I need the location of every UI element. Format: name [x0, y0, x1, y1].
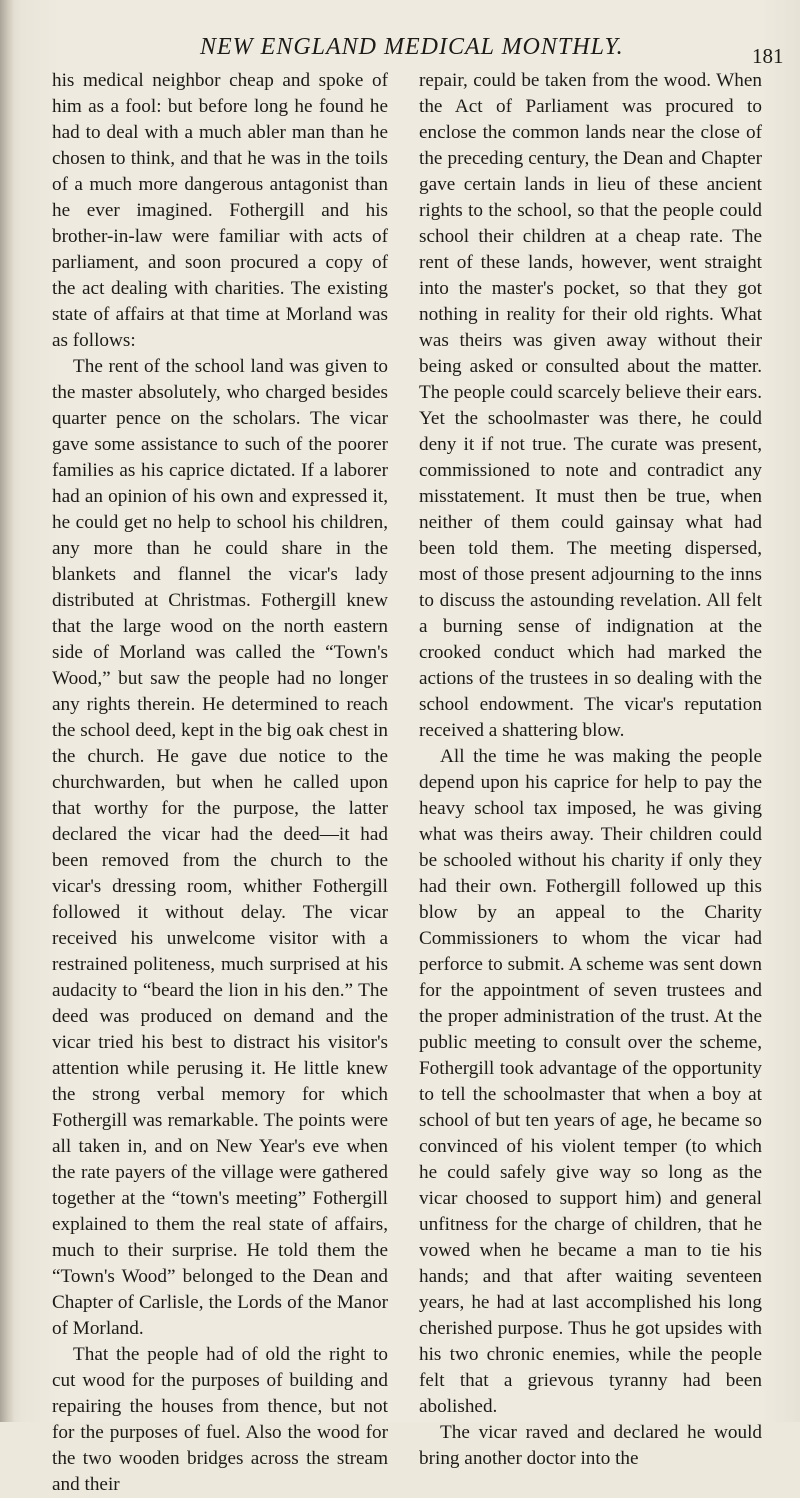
- paragraph: The vicar raved and declared he would bring another doctor into the: [419, 1422, 762, 1469]
- page-number: 181: [752, 44, 784, 68]
- binding-shadow: [0, 0, 14, 1422]
- left-column: [52, 68, 388, 1498]
- right-column: [419, 68, 762, 1472]
- paragraph: All the time he was making the people depend upon his caprice for help to pay the heavy school tax imposed, he was giving what was theirs away. Their children could be schooled without his charity if only they had their own. Fothergill followed up this blow by an appeal to the Charity Commissioners to whom the vicar had perforce to submit. A scheme was sent down for the appointment of seven trustees and the proper administration of the trust. At the public meeting to consult over the scheme, Fothergill took advantage of the opportunity to tell the schoolmaster that when a boy at school of but ten years of age, he became so convinced of his violent temper (to which he could safely give way so long as the vicar choosed to support him) and general unfitness for the charge of children, that he vowed when he became a man to tie his hands; and that after waiting seventeen years, he had at last accomplished his long cherished purpose. Thus he got upsides with his two chronic enemies, while the people felt that a grievous tyranny had been abolished.: [419, 746, 762, 1417]
- running-title: NEW ENGLAND MEDICAL MONTHLY.: [200, 34, 624, 60]
- paragraph: That the people had of old the right to cut wood for the purposes of building and repairing the houses from thence, but not for the purposes of fuel. Also the wood for the two wooden bridges across the stream and their: [52, 1344, 388, 1495]
- paragraph: The rent of the school land was given to the master absolutely, who charged besides quarter pence on the scholars. The vicar gave some assistance to such of the poorer families as his caprice dictated. If a laborer had an opinion of his own and expressed it, he could get no help to school his children, any more than he could share in the blankets and flannel the vicar's lady distributed at Christmas. Fothergill knew that the large wood on the north eastern side of Morland was called the “Town's Wood,” but saw the people had no longer any rights therein. He determined to reach the school deed, kept in the big oak chest in the church. He gave due notice to the churchwarden, but when he called upon that worthy for the purpose, the latter declared the vicar had the deed—it had been removed from the church to the vicar's dressing room, whither Fothergill followed it without delay. The vicar received his unwelcome visitor with a restrained politeness, much surprised at his audacity to “beard the lion in his den.” The deed was produced on demand and the vicar tried his best to distract his visitor's attention while perusing it. He little knew the strong verbal memory for which Fothergill was remarkable. The points were all taken in, and on New Year's eve when the rate payers of the village were gathered together at the “town's meeting” Fothergill explained to them the real state of affairs, much to their surprise. He told them the “Town's Wood” belonged to the Dean and Chapter of Carlisle, the Lords of the Manor of Morland.: [52, 356, 388, 1339]
- paragraph: repair, could be taken from the wood. When the Act of Parliament was procured to enclose the common lands near the close of the preceding century, the Dean and Chapter gave certain lands in lieu of these ancient rights to the school, so that the people could school their children at a cheap rate. The rent of these lands, however, went straight into the master's pocket, so that they got nothing in reality for their old rights. What was theirs was given away without their being asked or consulted about the matter. The people could scarcely believe their ears. Yet the schoolmaster was there, he could deny it if not true. The curate was present, commissioned to note and contradict any misstatement. It must then be true, when neither of them could gainsay what had been told them. The meeting dispersed, most of those present adjourning to the inns to discuss the astounding revelation. All felt a burning sense of indignation at the crooked conduct which had marked the actions of the trustees in so dealing with the school endowment. The vicar's reputation received a shattering blow.: [419, 70, 762, 741]
- paragraph: his medical neighbor cheap and spoke of him as a fool: but before long he found he had to deal with a much abler man than he chosen to think, and that he was in the toils of a much more dangerous antagonist than he ever imagined. Fothergill and his brother-in-law were familiar with acts of parliament, and soon procured a copy of the act dealing with charities. The existing state of affairs at that time at Morland was as follows:: [52, 70, 388, 351]
